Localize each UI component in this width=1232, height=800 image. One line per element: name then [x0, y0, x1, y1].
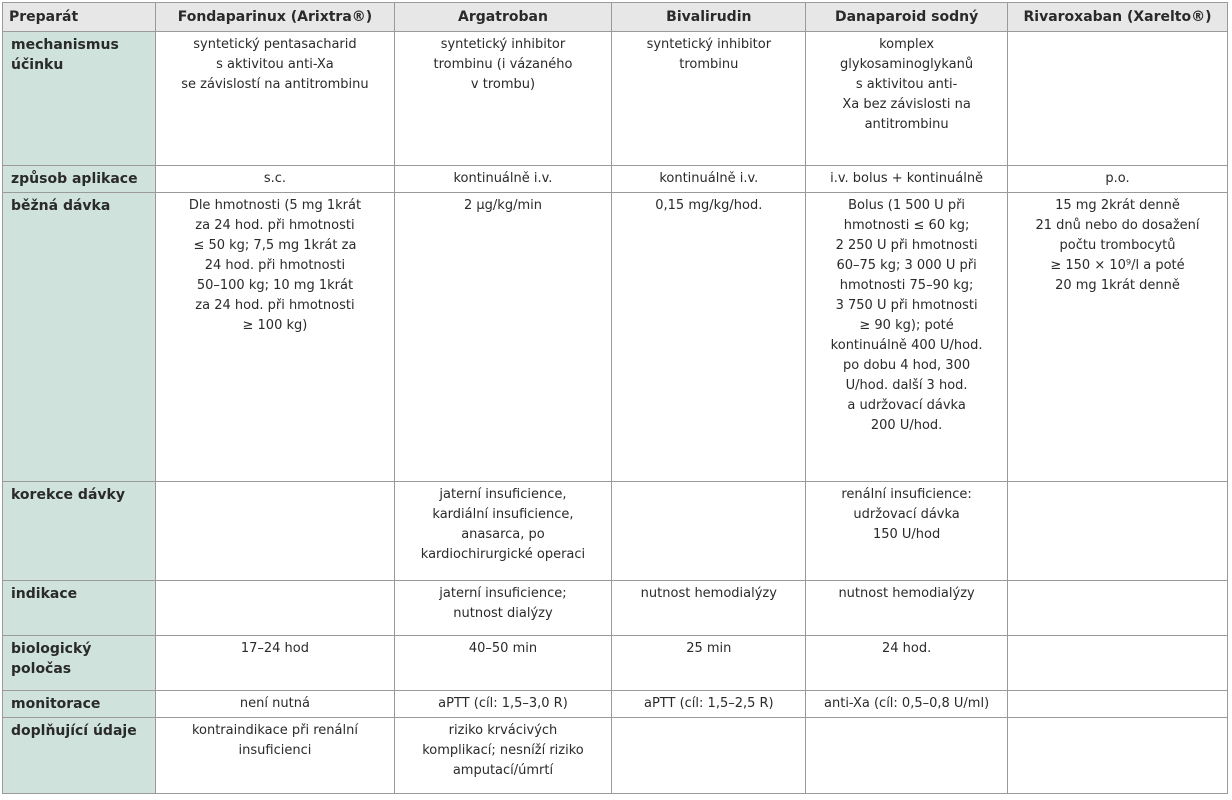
table-row-zpusob-aplikace — [3, 166, 1228, 193]
table-cell: komplex glykosaminoglykanů s aktivitou anti- Xa bez závislosti na antitrombinu — [806, 32, 1008, 166]
table-cell: 15 mg 2krát denně 21 dnů nebo do dosažení počtu trombocytů ≥ 150 × 10⁹/l a poté 20 mg 1krát denně — [1007, 193, 1227, 482]
row-label: monitorace — [3, 691, 156, 718]
table-cell — [806, 718, 1008, 794]
table-cell: není nutná — [156, 691, 394, 718]
table-cell: riziko krvácivých komplikací; nesníží riziko amputací/úmrtí — [394, 718, 612, 794]
table-cell: Dle hmotnosti (5 mg 1krát za 24 hod. při hmotnosti ≤ 50 kg; 7,5 mg 1krát za 24 hod. při hmotnosti 50–100 kg; 10 mg 1krát za 24 hod. při hmotnosti ≥ 100 kg) — [156, 193, 394, 482]
header-preparat: Preparát — [3, 3, 156, 32]
row-label: běžná dávka — [3, 193, 156, 482]
header-fondaparinux: Fondaparinux (Arixtra®) — [156, 3, 394, 32]
table-cell — [156, 581, 394, 636]
table-row-monitorace — [3, 691, 1228, 718]
table-cell: anti-Xa (cíl: 0,5–0,8 U/ml) — [806, 691, 1008, 718]
table-cell: p.o. — [1007, 166, 1227, 193]
table-cell — [1007, 718, 1227, 794]
table-cell: kontraindikace při renální insuficienci — [156, 718, 394, 794]
table-cell: syntetický pentasacharid s aktivitou anti-Xa se závislostí na antitrombinu — [156, 32, 394, 166]
row-label: korekce dávky — [3, 482, 156, 581]
table-cell: 2 μg/kg/min — [394, 193, 612, 482]
table-cell — [1007, 32, 1227, 166]
table-cell: jaterní insuficience, kardiální insuficience, anasarca, po kardiochirurgické operaci — [394, 482, 612, 581]
header-bivalirudin: Bivalirudin — [612, 3, 806, 32]
table-cell: 24 hod. — [806, 636, 1008, 691]
table-cell: jaterní insuficience; nutnost dialýzy — [394, 581, 612, 636]
table-cell — [1007, 636, 1227, 691]
row-label: biologický poločas — [3, 636, 156, 691]
table-cell — [1007, 691, 1227, 718]
table-cell: Bolus (1 500 U při hmotnosti ≤ 60 kg; 2 250 U při hmotnosti 60–75 kg; 3 000 U při hmotnosti 75–90 kg; 3 750 U při hmotnosti ≥ 90 kg); poté kontinuálně 400 U/hod. po dobu 4 hod, 300 U/hod. další 3 hod. a udržovací dávka 200 U/hod. — [806, 193, 1008, 482]
table-cell — [612, 482, 806, 581]
table-cell: renální insuficience: udržovací dávka 150 U/hod — [806, 482, 1008, 581]
table-cell: 25 min — [612, 636, 806, 691]
table-cell: 0,15 mg/kg/hod. — [612, 193, 806, 482]
table-row-biologicky-polocas — [3, 636, 1228, 691]
header-danaparoid: Danaparoid sodný — [806, 3, 1008, 32]
table-header-row — [3, 3, 1228, 32]
table-cell: kontinuálně i.v. — [612, 166, 806, 193]
row-label: mechanismus účinku — [3, 32, 156, 166]
table-cell: syntetický inhibitor trombinu (i vázaného v trombu) — [394, 32, 612, 166]
table-cell — [1007, 581, 1227, 636]
table-cell — [1007, 482, 1227, 581]
table-cell — [156, 482, 394, 581]
table-cell: s.c. — [156, 166, 394, 193]
table-cell: 17–24 hod — [156, 636, 394, 691]
table-row-indikace — [3, 581, 1228, 636]
table-cell: aPTT (cíl: 1,5–3,0 R) — [394, 691, 612, 718]
table-cell: kontinuálně i.v. — [394, 166, 612, 193]
header-argatroban: Argatroban — [394, 3, 612, 32]
header-rivaroxaban: Rivaroxaban (Xarelto®) — [1007, 3, 1227, 32]
table-cell: i.v. bolus + kontinuálně — [806, 166, 1008, 193]
table-cell — [612, 718, 806, 794]
table-cell: 40–50 min — [394, 636, 612, 691]
table-cell: syntetický inhibitor trombinu — [612, 32, 806, 166]
table-row-korekce-davky — [3, 482, 1228, 581]
row-label: způsob aplikace — [3, 166, 156, 193]
table-cell: nutnost hemodialýzy — [806, 581, 1008, 636]
table-row-doplnujici-udaje — [3, 718, 1228, 794]
table-row-mechanismus — [3, 32, 1228, 166]
table-cell: aPTT (cíl: 1,5–2,5 R) — [612, 691, 806, 718]
row-label: indikace — [3, 581, 156, 636]
row-label: doplňující údaje — [3, 718, 156, 794]
table-cell: nutnost hemodialýzy — [612, 581, 806, 636]
table-row-bezna-davka — [3, 193, 1228, 482]
drug-comparison-table — [2, 2, 1228, 794]
